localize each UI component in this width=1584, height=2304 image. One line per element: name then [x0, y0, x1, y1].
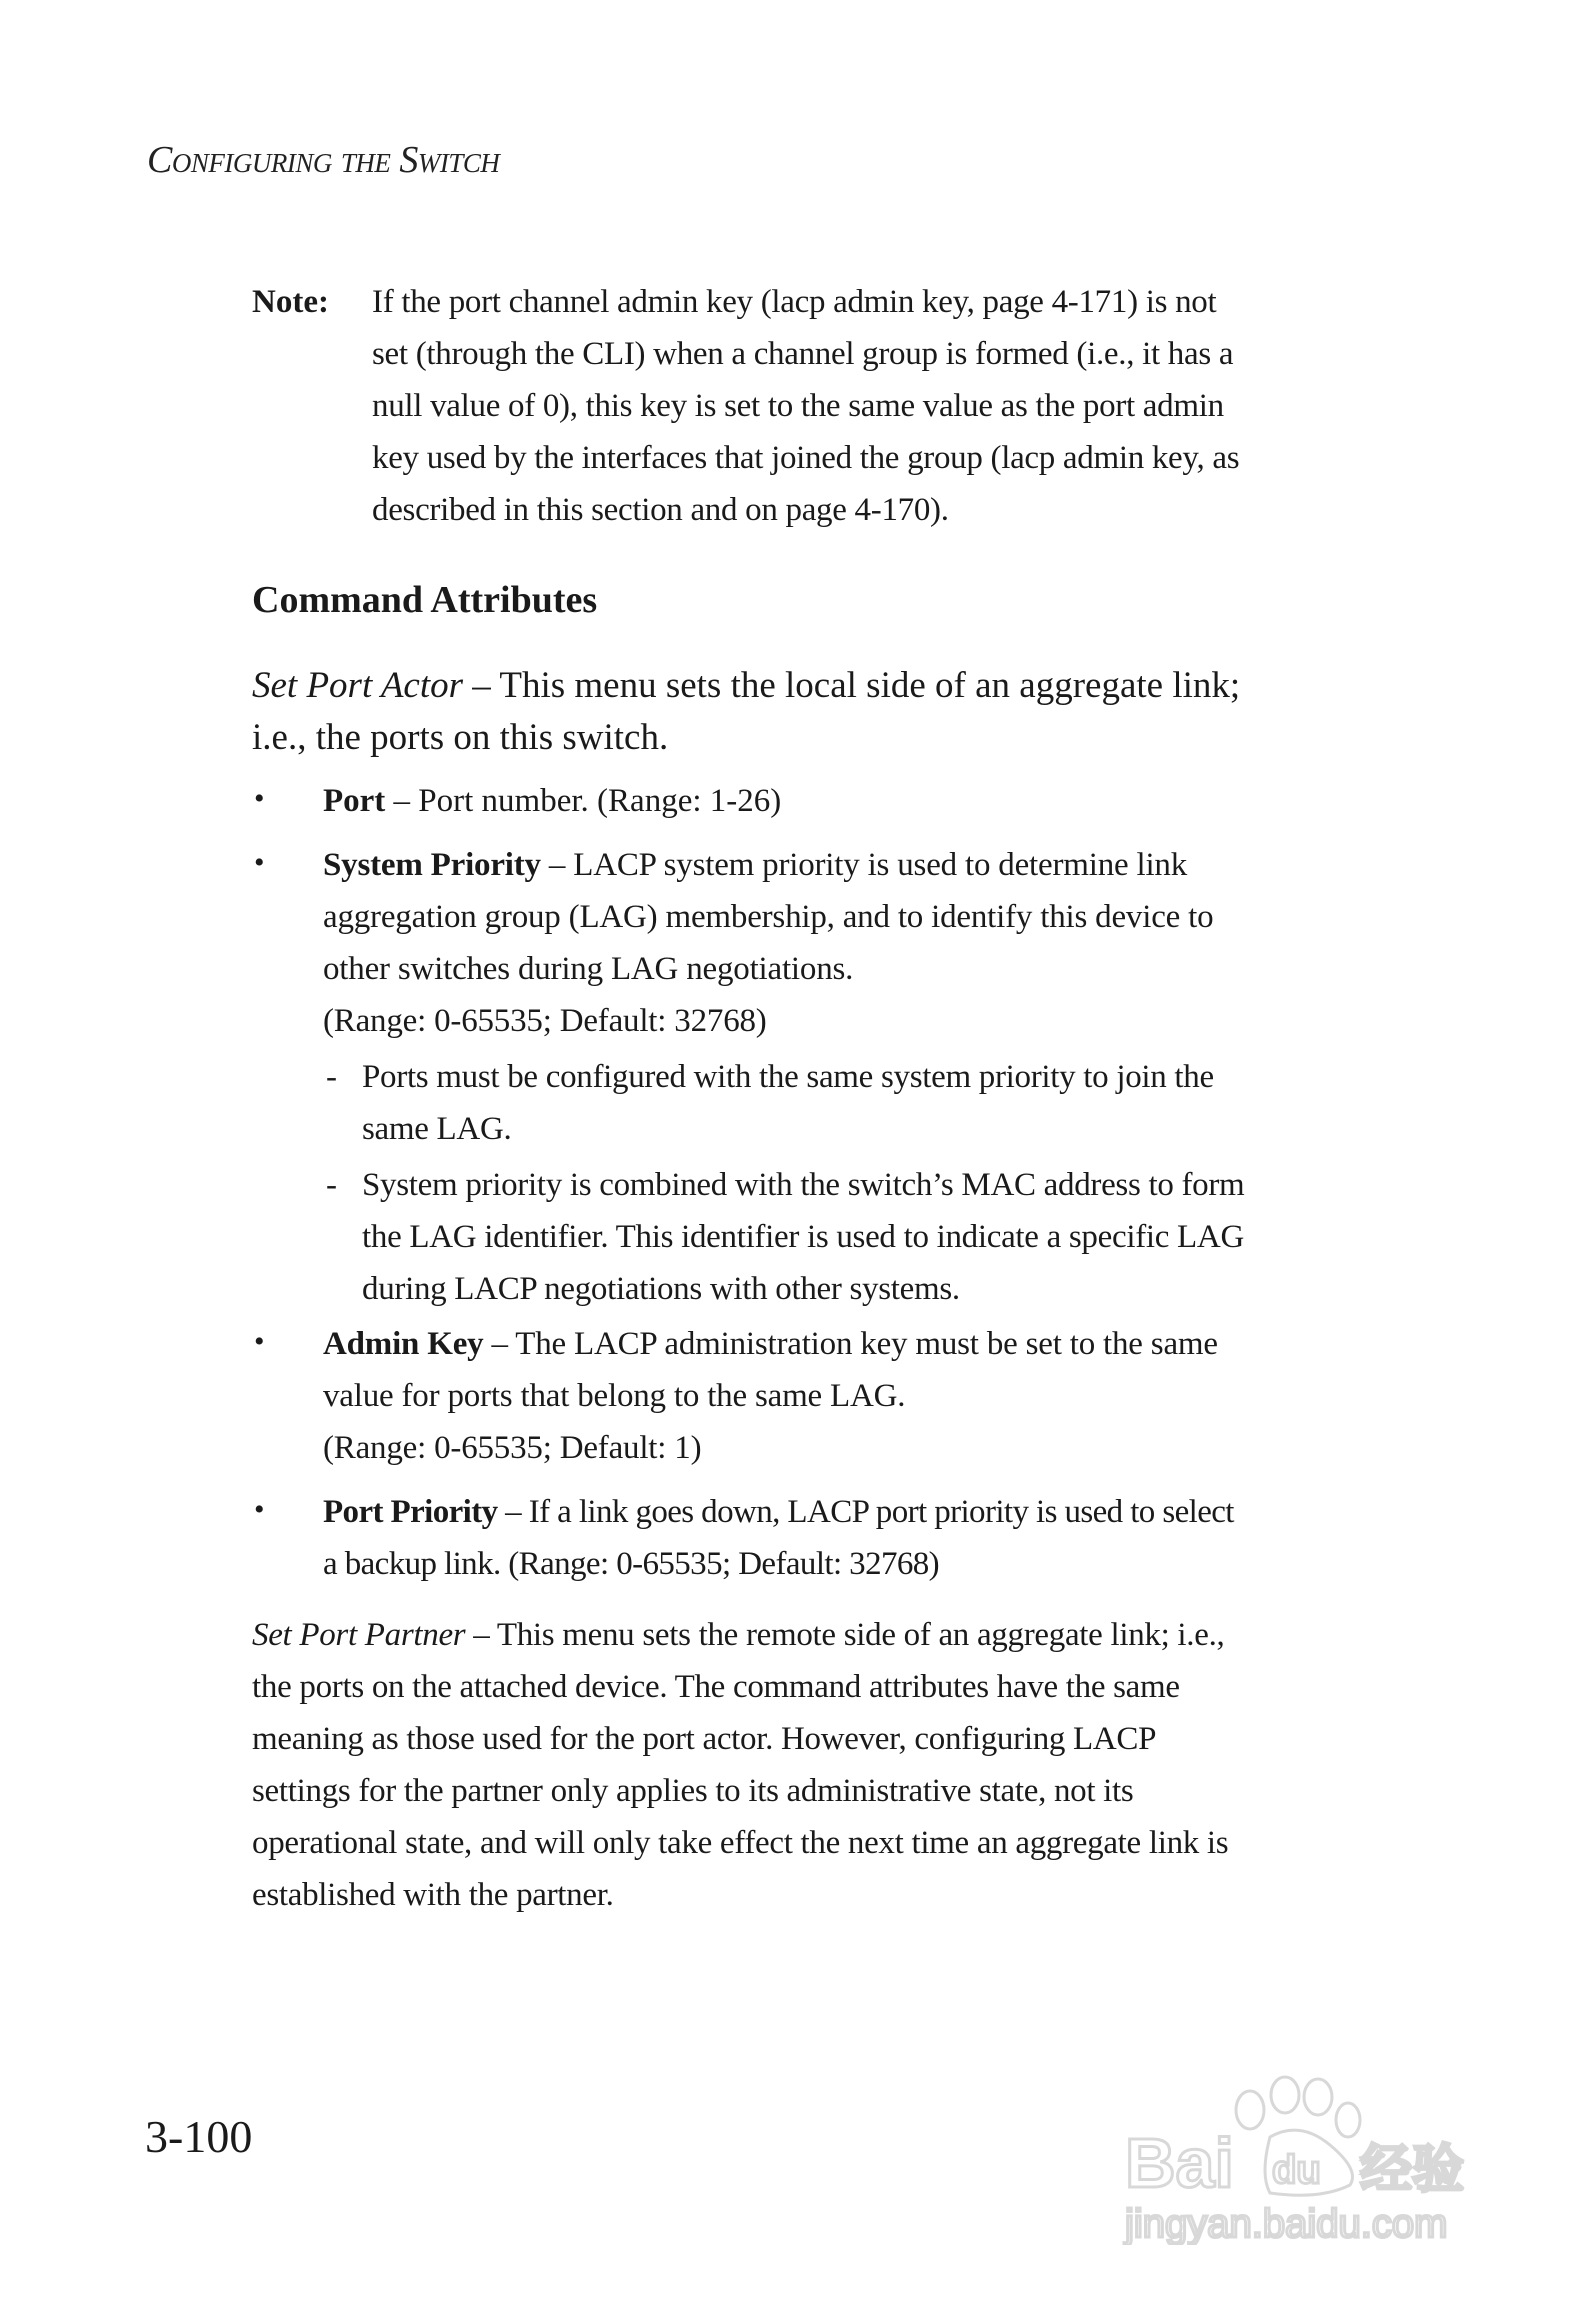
bullet-port-priority: [323, 1486, 1234, 1590]
partner-line: established with the partner.: [252, 1877, 614, 1913]
partner-line: meaning as those used for the port actor. However, configuring LACP: [252, 1721, 1157, 1757]
subitem-line: System priority is combined with the switch’s MAC address to form: [362, 1167, 1245, 1203]
svg-text:du: du: [1272, 2148, 1321, 2192]
dash-icon: -: [326, 1167, 337, 1203]
actor-paragraph: [252, 660, 1240, 764]
bullet-line: (Range: 0-65535; Default: 1): [323, 1430, 702, 1466]
section-title: Command Attributes: [252, 579, 598, 621]
bullet-line: (Range: 0-65535; Default: 32768): [323, 1003, 767, 1039]
bullet-icon: •: [254, 846, 265, 879]
partner-line: – This menu sets the remote side of an aggregate link; i.e.,: [465, 1617, 1225, 1653]
bullet-icon: •: [254, 1325, 265, 1358]
bullet-line: aggregation group (LAG) membership, and to identify this device to: [323, 899, 1214, 935]
subitem-line: same LAG.: [362, 1111, 512, 1147]
bullet-line: other switches during LAG negotiations.: [323, 951, 854, 987]
bullet-term: System Priority: [323, 847, 541, 883]
bullet-port: [323, 775, 781, 827]
bullet-term: Port Priority: [323, 1494, 498, 1530]
subitem: [362, 1159, 1244, 1315]
bullet-icon: •: [254, 782, 265, 815]
svg-text:经验: 经验: [1360, 2141, 1465, 2199]
bullet-line: – The LACP administration key must be set to the same: [483, 1326, 1218, 1362]
bullet-icon: •: [254, 1493, 265, 1526]
note-text: [372, 276, 1239, 536]
dash-icon: -: [326, 1059, 337, 1095]
bullet-line: – LACP system priority is used to determine link: [540, 847, 1188, 883]
bullet-admin-key: [323, 1318, 1218, 1474]
bullet-term: Port: [323, 783, 386, 819]
partner-line: the ports on the attached device. The command attributes have the same: [252, 1669, 1180, 1705]
note-line: If the port channel admin key (lacp admin key, page 4-171) is not: [372, 284, 1217, 320]
partner-term: Set Port Partner: [252, 1617, 466, 1653]
baidu-paw-logo-icon: [1120, 2065, 1500, 2245]
subitem-line: the LAG identifier. This identifier is used to indicate a specific LAG: [362, 1219, 1244, 1255]
bullet-term: Admin Key: [323, 1326, 484, 1362]
bullet-line: – Port number. (Range: 1-26): [385, 783, 782, 819]
bullet-line: value for ports that belong to the same LAG.: [323, 1378, 906, 1414]
actor-line: – This menu sets the local side of an aggregate link;: [463, 665, 1241, 706]
svg-text:jingyan.baidu.com: jingyan.baidu.com: [1125, 2202, 1448, 2245]
svg-text:Bai: Bai: [1125, 2124, 1234, 2202]
partner-line: operational state, and will only take effect the next time an aggregate link is: [252, 1825, 1229, 1861]
bullet-line: a backup link. (Range: 0-65535; Default: 32768): [323, 1546, 940, 1582]
subitem-line: during LACP negotiations with other systems.: [362, 1271, 960, 1307]
note-line: null value of 0), this key is set to the same value as the port admin: [372, 388, 1224, 424]
bullet-line: – If a link goes down, LACP port priority is used to select: [497, 1494, 1234, 1530]
partner-paragraph: [252, 1609, 1228, 1921]
page-number: 3-100: [145, 2111, 253, 2162]
actor-line: i.e., the ports on this switch.: [252, 717, 669, 758]
bullet-system-priority: [323, 839, 1213, 1047]
note-line: described in this section and on page 4-170).: [372, 492, 949, 528]
note-line: set (through the CLI) when a channel group is formed (i.e., it has a: [372, 336, 1234, 372]
actor-term: Set Port Actor: [252, 665, 464, 706]
subitem-line: Ports must be configured with the same system priority to join the: [362, 1059, 1214, 1095]
subitem: [362, 1051, 1214, 1155]
note-label: Note:: [252, 284, 329, 320]
note-line: key used by the interfaces that joined the group (lacp admin key, as: [372, 440, 1240, 476]
partner-line: settings for the partner only applies to its administrative state, not its: [252, 1773, 1134, 1809]
running-header: Configuring the Switch: [147, 139, 500, 181]
baidu-jingyan-watermark: [1120, 2065, 1500, 2245]
